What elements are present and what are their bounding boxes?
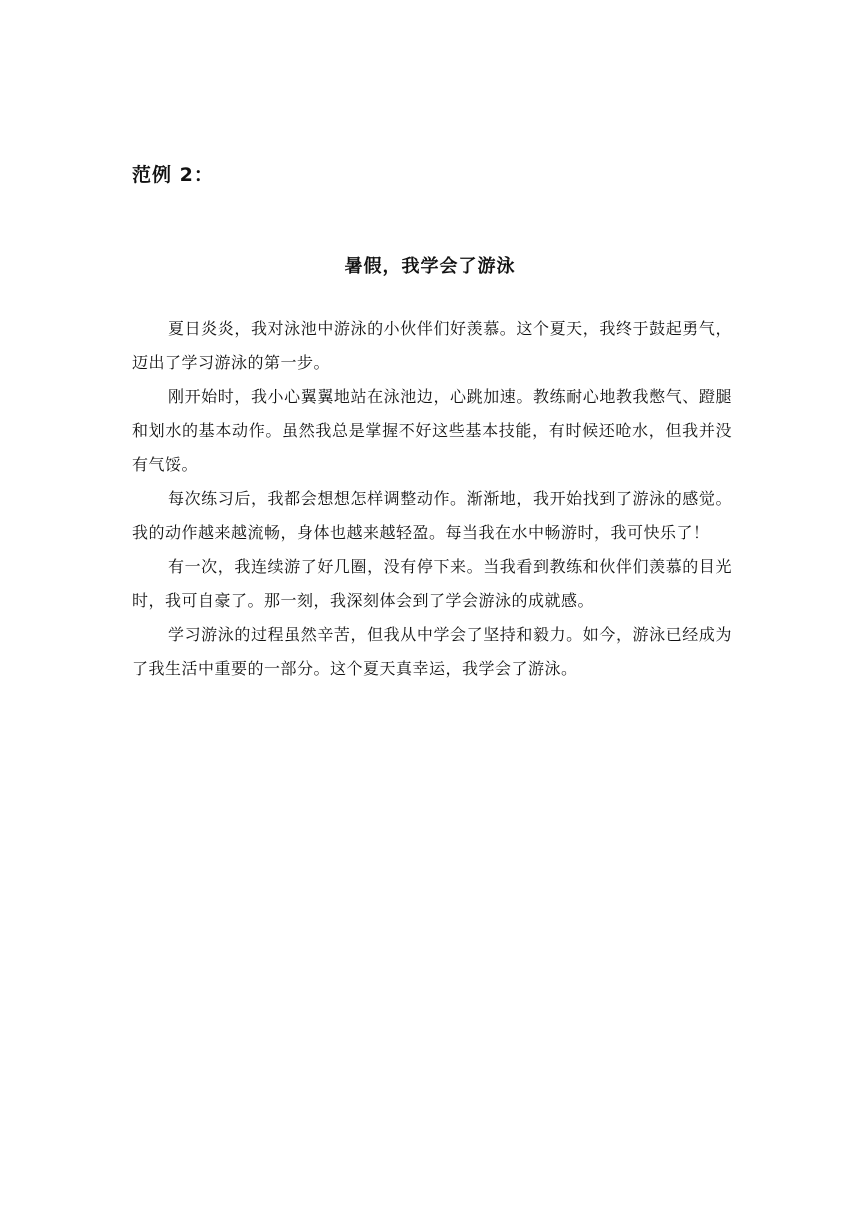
essay-title: 暑假，我学会了游泳 [344, 256, 516, 277]
paragraph: 夏日炎炎，我对泳池中游泳的小伙伴们好羡慕。这个夏天，我终于鼓起勇气，迈出了学习游泳的第一步。 [132, 319, 732, 372]
paragraph: 有一次，我连续游了好几圈，没有停下来。当我看到教练和伙伴们羡慕的目光时，我可自豪了。那一刻，我深刻体会到了学会游泳的成就感。 [132, 557, 732, 610]
essay-body [132, 312, 732, 686]
paragraph: 每次练习后，我都会想想怎样调整动作。渐渐地，我开始找到了游泳的感觉。我的动作越来越流畅，身体也越来越轻盈。每当我在水中畅游时，我可快乐了！ [132, 489, 732, 542]
paragraph: 学习游泳的过程虽然辛苦，但我从中学会了坚持和毅力。如今，游泳已经成为了我生活中重要的一部分。这个夏天真幸运，我学会了游泳。 [132, 625, 732, 678]
paragraph: 刚开始时，我小心翼翼地站在泳池边，心跳加速。教练耐心地教我憋气、蹬腿和划水的基本动作。虽然我总是掌握不好这些基本技能，有时候还呛水，但我并没有气馁。 [132, 387, 732, 474]
example-label: 范例 2： [132, 164, 214, 186]
